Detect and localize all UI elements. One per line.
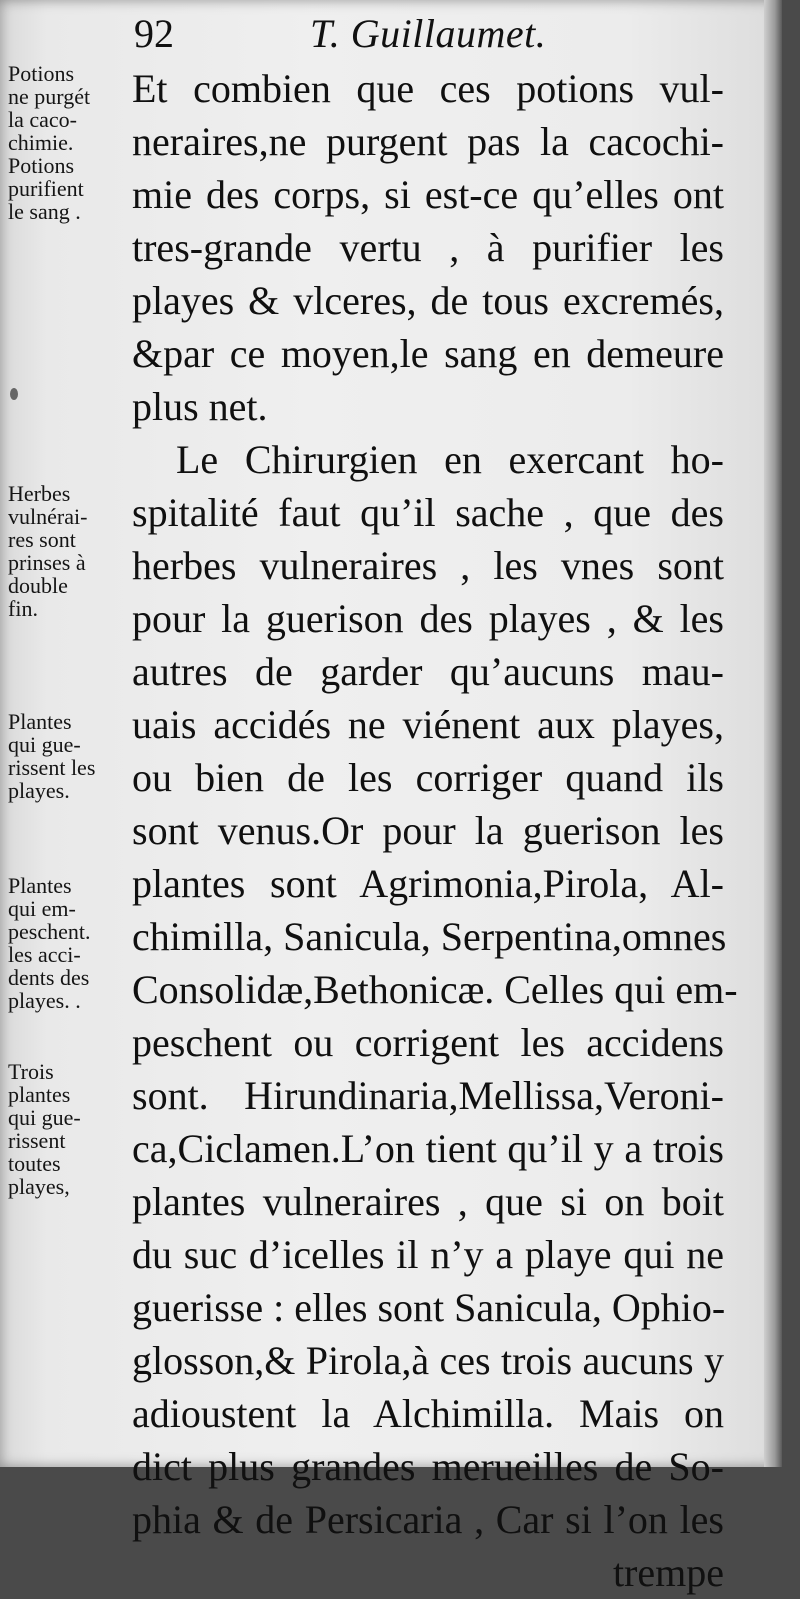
- margin-note: [8, 62, 132, 154]
- margin-note-line: fin.: [8, 596, 38, 621]
- margin-note-line: dents des: [8, 965, 90, 990]
- body-line: du suc d’icelles il n’y a playe qui ne: [132, 1232, 724, 1277]
- margin-note-line: qui gue-: [8, 1105, 81, 1130]
- margin-note-line: plantes: [8, 1082, 71, 1107]
- body-line: peschent ou corrigent les accidens: [132, 1020, 724, 1065]
- body-line: ou bien de les corriger quand ils: [132, 755, 724, 800]
- margin-note-line: rissent: [8, 1128, 66, 1153]
- margin-note-line: toutes: [8, 1151, 61, 1176]
- body-line: phia & de Persicaria , Car si l’on les: [132, 1497, 724, 1542]
- body-line: playes & vlceres, de tous excremés,: [132, 278, 724, 323]
- body-line: plantes sont Agrimonia,Pirola, Al-: [132, 861, 724, 906]
- margin-note-line: le sang .: [8, 199, 81, 224]
- ink-mark: [10, 388, 18, 400]
- margin-note-line: chimie.: [8, 130, 74, 155]
- margin-note-line: Potions: [8, 153, 75, 178]
- body-line: Et combien que ces potions vul-: [132, 66, 724, 111]
- body-line: trempe: [612, 1550, 724, 1595]
- margin-note: [8, 874, 132, 1012]
- body-line: ca,Ciclamen.L’on tient qu’il y a trois: [132, 1126, 724, 1171]
- margin-note: [8, 482, 132, 620]
- body-line: &par ce moyen,le sang en demeure: [132, 331, 724, 376]
- margin-note-line: vulnérai-: [8, 504, 88, 529]
- margin-note-line: Trois: [8, 1059, 54, 1084]
- page-header: [128, 10, 718, 58]
- body-line: guerisse : elles sont Sanicula, Ophio-: [132, 1285, 726, 1330]
- margin-note-line: purifient: [8, 176, 84, 201]
- body-line: adioustent la Alchimilla. Mais on: [132, 1391, 724, 1436]
- margin-note-line: rissent les: [8, 755, 96, 780]
- margin-note: [8, 710, 132, 802]
- body-line: pour la guerison des playes , & les: [132, 596, 724, 641]
- margin-note-line: playes.: [8, 778, 70, 803]
- body-line: glosson,& Pirola,à ces trois aucuns y: [132, 1338, 724, 1383]
- body-line: neraires,ne purgent pas la cacochi-: [132, 119, 724, 164]
- body-line: plantes vulneraires , que si on boit: [132, 1179, 724, 1224]
- page-number: 92: [134, 11, 174, 56]
- margin-note-line: Plantes: [8, 873, 72, 898]
- margin-note-line: playes. .: [8, 988, 81, 1013]
- margin-note-line: res sont: [8, 527, 76, 552]
- margin-note-line: Herbes: [8, 481, 71, 506]
- margin-note-line: double: [8, 573, 68, 598]
- margin-note-line: Potions: [8, 61, 75, 86]
- page-edge: [764, 0, 782, 1467]
- margin-note-line: ne purgét: [8, 84, 91, 109]
- body-line: dict plus grandes merueilles de So-: [132, 1444, 724, 1489]
- margin-notes: [4, 62, 130, 1462]
- margin-note: [8, 154, 132, 223]
- body-line: sont. Hirundinaria,Mellissa,Veroni-: [132, 1073, 724, 1118]
- body-line: plus net.: [132, 384, 268, 429]
- margin-note: [8, 1060, 132, 1198]
- margin-note-line: la caco-: [8, 107, 77, 132]
- body-line: mie des corps, si est-ce qu’elles ont: [132, 172, 724, 217]
- margin-note-line: playes,: [8, 1174, 70, 1199]
- body-text: [132, 62, 738, 1599]
- body-line: Le Chirurgien en exercant ho-: [176, 437, 724, 482]
- margin-note-line: qui gue-: [8, 732, 81, 757]
- margin-note-line: Plantes: [8, 709, 72, 734]
- body-line: tres-grande vertu , à purifier les: [132, 225, 724, 270]
- margin-note-line: les acci-: [8, 942, 81, 967]
- running-title: T. Guillaumet.: [310, 11, 547, 56]
- margin-note-line: qui em-: [8, 896, 76, 921]
- body-line: Consolidæ,Bethonicæ. Celles qui em-: [132, 967, 738, 1012]
- body-line: uais accidés ne viénent aux playes,: [132, 702, 724, 747]
- margin-note-line: prinses à: [8, 550, 86, 575]
- body-line: herbes vulneraires , les vnes sont: [132, 543, 724, 588]
- body-line: chimilla, Sanicula, Serpentina,omnes: [132, 914, 727, 959]
- margin-note-line: peschent.: [8, 919, 91, 944]
- body-line: spitalité faut qu’il sache , que des: [132, 490, 724, 535]
- body-line: sont venus.Or pour la guerison les: [132, 808, 724, 853]
- body-line: autres de garder qu’aucuns mau-: [132, 649, 724, 694]
